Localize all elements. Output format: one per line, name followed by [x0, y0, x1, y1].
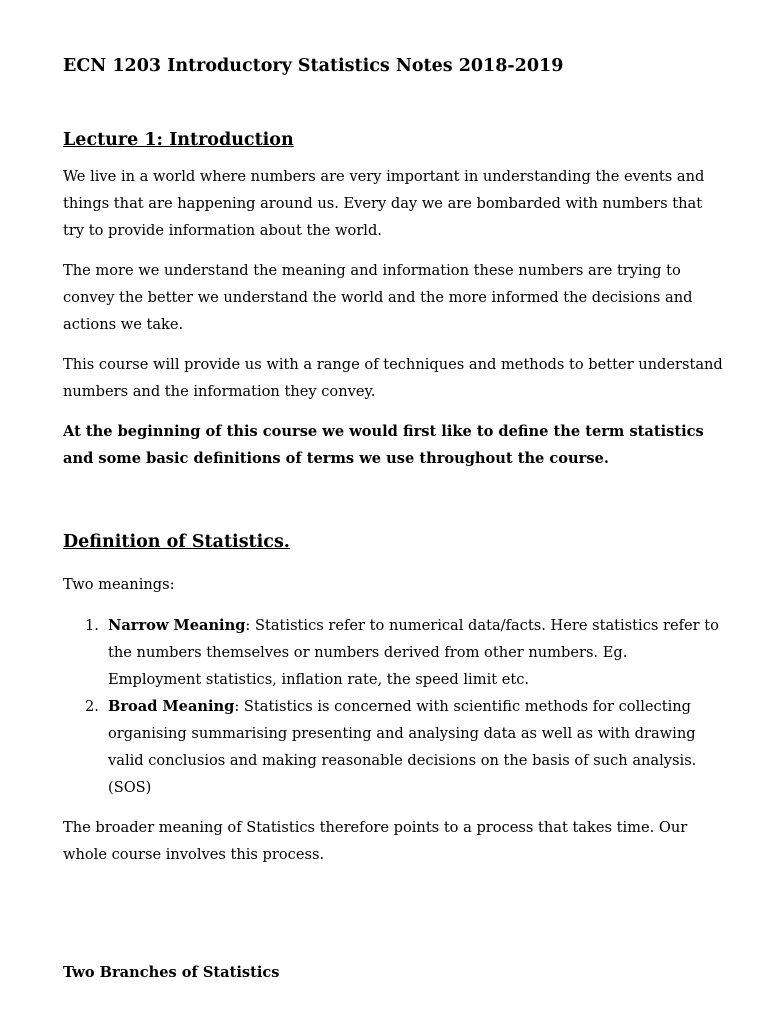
intro-paragraph-3: This course will provide us with a range of techniques and methods to better understand numbers and the information they convey.: [63, 356, 723, 400]
list-text: : Statistics refer to numerical data/facts. Here statistics refer to the numbers themselves or numbers derived from other numbers. Eg. Employment statistics, inflation rate, the speed limit etc.: [108, 617, 719, 688]
list-number: 2.: [85, 698, 99, 715]
list-item-broad-meaning: [63, 693, 723, 801]
document-title: ECN 1203 Introductory Statistics Notes 2018-2019: [63, 56, 564, 76]
intro-paragraph-4: At the beginning of this course we would first like to define the term statistics and some basic definitions of terms we use throughout the course.: [63, 423, 704, 467]
branches-heading: Two Branches of Statistics: [63, 964, 280, 981]
list-item-narrow-meaning: [63, 612, 723, 693]
list-term: Broad Meaning: [108, 698, 235, 715]
list-text: : Statistics is concerned with scientific methods for collecting organising summarising presenting and analysing data as well as with drawing valid conclusios and making reasonable decisions on the basis of such analysis. (SOS): [108, 698, 697, 796]
list-number: 1.: [85, 617, 99, 634]
list-term: Narrow Meaning: [108, 617, 246, 634]
intro-paragraph-1: We live in a world where numbers are very important in understanding the events and things that are happening around us. Every day we are bombarded with numbers that try to provide information about the world.: [63, 168, 705, 239]
definition-heading: Definition of Statistics.: [63, 532, 290, 552]
broader-meaning-paragraph: The broader meaning of Statistics therefore points to a process that takes time. Our whole course involves this process.: [63, 819, 688, 863]
meanings-list: [63, 612, 723, 801]
lecture-heading: Lecture 1: Introduction: [63, 130, 294, 150]
intro-paragraph-2: The more we understand the meaning and information these numbers are trying to convey the better we understand the world and the more informed the decisions and actions we take.: [63, 262, 693, 333]
two-meanings-text: Two meanings:: [63, 576, 175, 593]
